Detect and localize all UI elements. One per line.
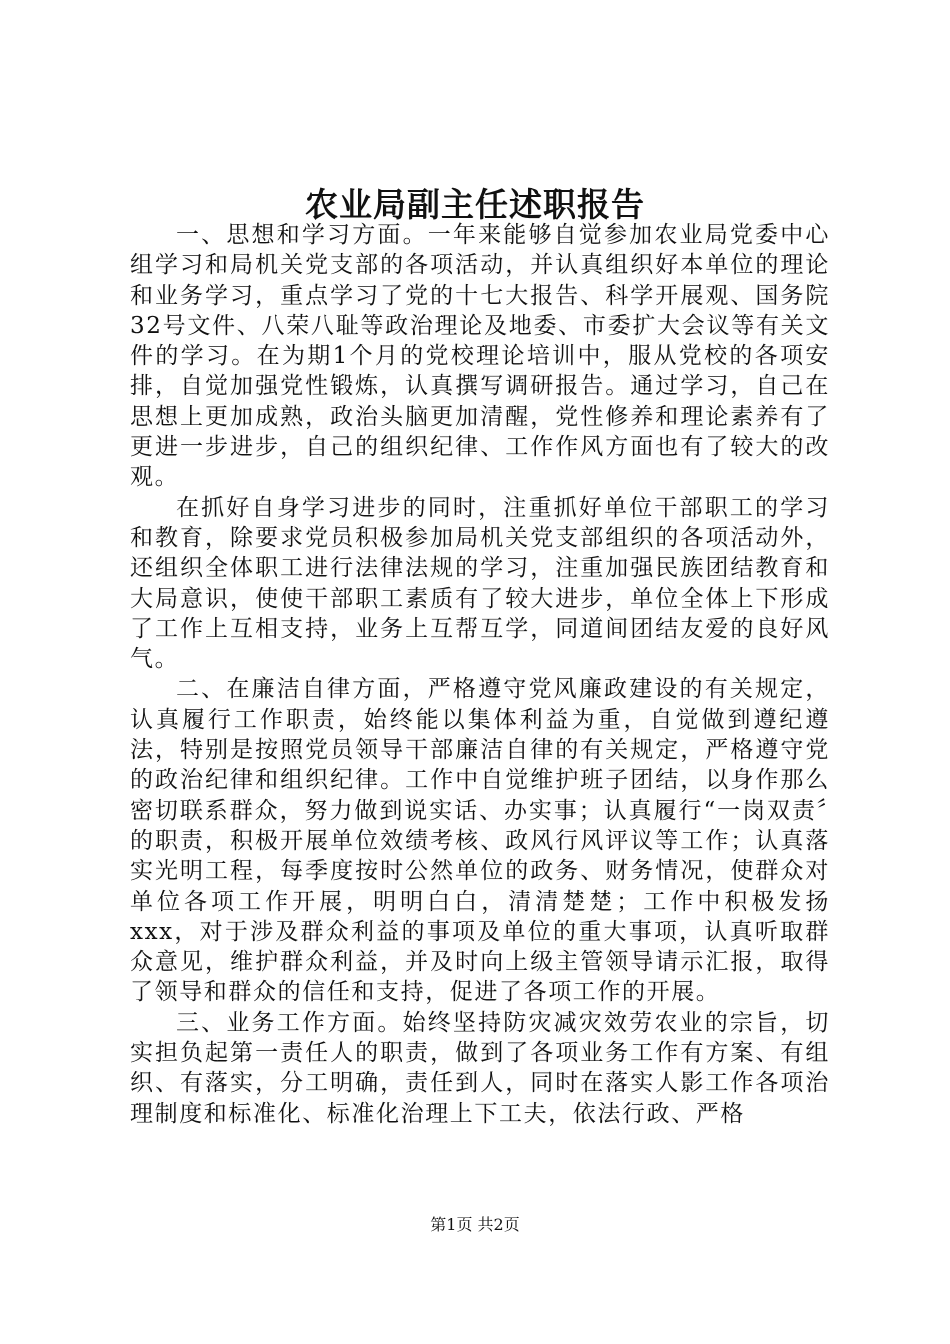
paragraph-thought-study: 一、思想和学习方面。一年来能够自觉参加农业局党委中心组学习和局机关党支部的各项活动，并认真组织好本单位的理论和业务学习，重点学习了党的十七大报告、科学开展观、国务院32号文件、八荣八耻等政治理论及地委、市委扩大会议等有关文件的学习。在为期1个月的党校理论培训中，服从党校的各项安排，自觉加强党性锻炼，认真撰写调研报告。通过学习，自己在思想上更加成熟，政治头脑更加清醒，党性修养和理论素养有了更进一步进步，自己的组织纪律、工作作风方面也有了较大的改观。 xyxy=(130,222,830,491)
paragraph-business-work: 三、业务工作方面。始终坚持防灾减灾效劳农业的宗旨，切实担负起第一责任人的职责，做到了各项业务工作有方案、有组织、有落实，分工明确，责任到人，同时在落实人影工作各项治理制度和标准化、标准化治理上下工夫，依法行政、严格 xyxy=(130,1009,830,1127)
page-footer: 第1页 共2页 xyxy=(430,1215,520,1234)
paragraph-staff-education: 在抓好自身学习进步的同时，注重抓好单位干部职工的学习和教育，除要求党员积极参加局机关党支部组织的各项活动外，还组织全体职工进行法律法规的学习，注重加强民族团结教育和大局意识，使使干部职工素质有了较大进步，单位全体上下形成了工作上互相支持，业务上互帮互学，同道间团结友爱的良好风气。 xyxy=(130,494,830,673)
document-title: 农业局副主任述职报告 xyxy=(305,185,645,224)
document-body xyxy=(130,220,830,1129)
paragraph-integrity: 二、在廉洁自律方面，严格遵守党风廉政建设的有关规定，认真履行工作职责，始终能以集体利益为重，自觉做到遵纪遵法，特别是按照党员领导干部廉洁自律的有关规定，严格遵守党的政治纪律和组织纪律。工作中自觉维护班子团结，以身作那么密切联系群众，努力做到说实话、办实事；认真履行“一岗双责〞的职责，积极开展单位效绩考核、政风行风评议等工作；认真落实光明工程，每季度按时公然单位的政务、财务情况，使群众对单位各项工作开展，明明白白，清清楚楚；工作中积极发扬xxx，对于涉及群众利益的事项及单位的重大事项，认真听取群众意见，维护群众利益，并及时向上级主管领导请示汇报，取得了领导和群众的信任和支持，促进了各项工作的开展。 xyxy=(130,676,830,1006)
